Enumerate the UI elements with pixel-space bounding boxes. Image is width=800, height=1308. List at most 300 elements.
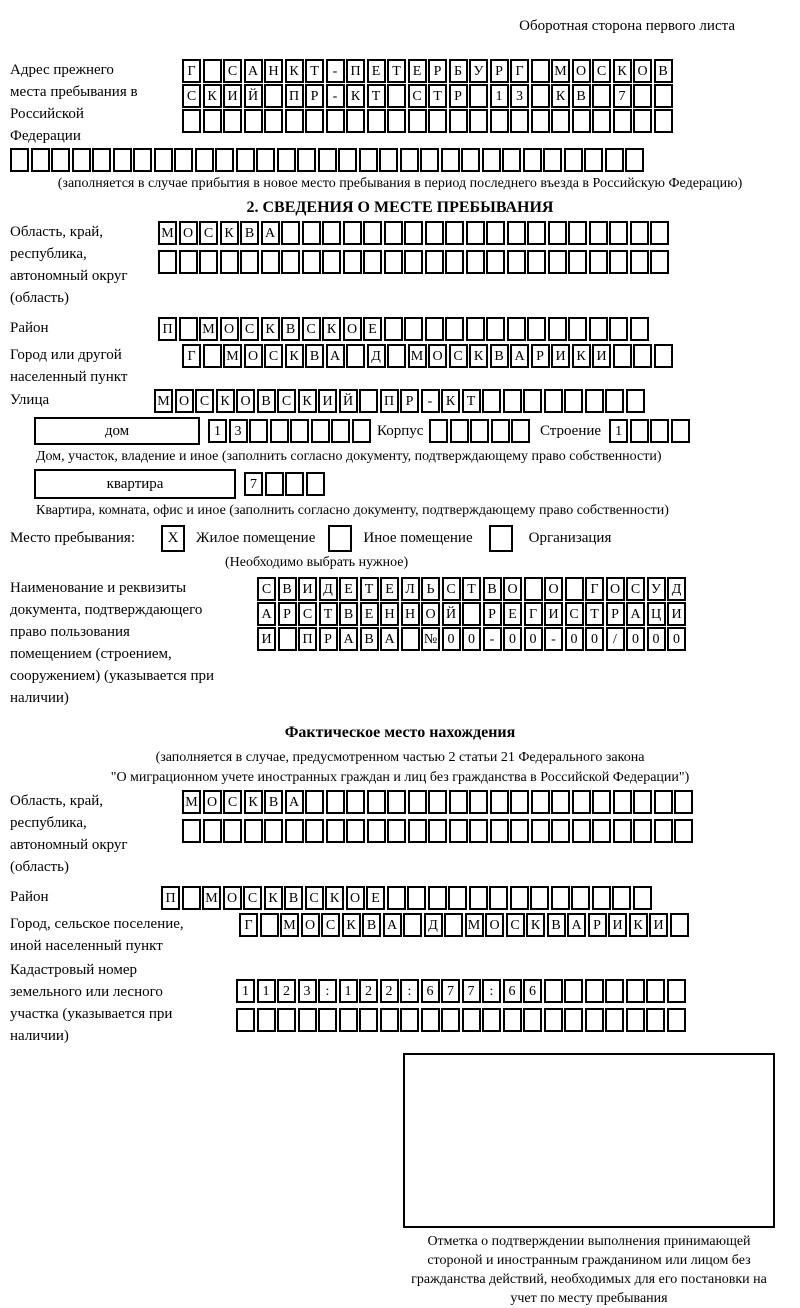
- kvartira-block: [10, 469, 800, 499]
- place-type-note: (Необходимо выбрать нужное): [225, 555, 409, 570]
- char-cell: [400, 148, 419, 172]
- char-cell: О: [203, 790, 222, 814]
- prev-address-block: [10, 59, 800, 147]
- dom-note: Дом, участок, владение и иное (заполнить согласно документу, подтверждающему право собственности): [36, 449, 662, 464]
- char-cell: Г: [585, 577, 604, 601]
- prev-address-row-3: [182, 109, 674, 133]
- char-cell: [584, 148, 603, 172]
- char-cell: О: [485, 913, 504, 937]
- char-cell: -: [544, 627, 563, 651]
- char-cell: К: [551, 84, 570, 108]
- char-cell: П: [380, 389, 399, 413]
- char-cell: [343, 250, 362, 274]
- char-cell: [257, 1008, 276, 1032]
- char-cell: 1: [208, 419, 227, 443]
- char-cell: [31, 148, 50, 172]
- char-cell: [490, 819, 509, 843]
- char-cell: [548, 221, 567, 245]
- char-cell: [503, 389, 522, 413]
- char-cell: [630, 221, 649, 245]
- char-cell: [486, 250, 505, 274]
- char-cell: [507, 250, 526, 274]
- dom-box: дом: [34, 417, 200, 445]
- char-cell: [220, 250, 239, 274]
- char-cell: [667, 1008, 686, 1032]
- char-cell: [425, 221, 444, 245]
- char-cell: [646, 979, 665, 1003]
- char-cell: И: [298, 577, 317, 601]
- char-cell: 1: [490, 84, 509, 108]
- char-cell: [240, 250, 259, 274]
- char-cell: А: [383, 913, 402, 937]
- char-cell: [338, 148, 357, 172]
- char-cell: [445, 250, 464, 274]
- char-cell: [609, 221, 628, 245]
- kvartira-box: квартира: [34, 469, 236, 499]
- kadastr-label: Кадастровый номер земельного или лесного участка (указывается при наличии): [10, 962, 173, 1044]
- char-cell: [425, 250, 444, 274]
- char-cell: [113, 148, 132, 172]
- char-cell: [92, 148, 111, 172]
- ulitsa-label: Улица: [10, 392, 50, 408]
- char-cell: [261, 250, 280, 274]
- char-cell: Д: [424, 913, 443, 937]
- char-cell: К: [346, 84, 365, 108]
- char-cell: [264, 84, 283, 108]
- char-cell: [277, 148, 296, 172]
- char-cell: [544, 979, 563, 1003]
- char-cell: [605, 1008, 624, 1032]
- section2-title: 2. СВЕДЕНИЯ О МЕСТЕ ПРЕБЫВАНИЯ: [246, 199, 554, 216]
- char-cell: Т: [585, 602, 604, 626]
- char-cell: А: [244, 59, 263, 83]
- doc-row-2: [257, 602, 688, 626]
- char-cell: [203, 109, 222, 133]
- char-cell: [359, 389, 378, 413]
- char-cell: [404, 317, 423, 341]
- kadastr-row-1: [236, 979, 687, 1003]
- char-cell: 1: [257, 979, 276, 1003]
- char-cell: [510, 886, 529, 910]
- char-cell: 0: [503, 627, 522, 651]
- char-cell: И: [608, 913, 627, 937]
- char-cell: [650, 250, 669, 274]
- char-cell: [359, 148, 378, 172]
- char-cell: [625, 148, 644, 172]
- char-cell: К: [264, 886, 283, 910]
- char-cell: [277, 1008, 296, 1032]
- char-cell: С: [305, 886, 324, 910]
- char-cell: М: [154, 389, 173, 413]
- char-cell: П: [161, 886, 180, 910]
- char-cell: [589, 250, 608, 274]
- char-cell: Е: [366, 886, 385, 910]
- char-cell: В: [339, 602, 358, 626]
- char-cell: [585, 979, 604, 1003]
- char-cell: Р: [449, 84, 468, 108]
- doc-block: [10, 577, 800, 709]
- char-cell: О: [346, 886, 365, 910]
- char-cell: [531, 84, 550, 108]
- char-cell: [491, 419, 510, 443]
- char-cell: С: [223, 790, 242, 814]
- char-cell: С: [449, 344, 468, 368]
- char-cell: К: [526, 913, 545, 937]
- char-cell: [482, 1008, 501, 1032]
- fact-oblast-block: [10, 790, 800, 878]
- char-cell: С: [240, 317, 259, 341]
- char-cell: [384, 317, 403, 341]
- char-cell: И: [592, 344, 611, 368]
- fact-title: Фактическое место нахождения: [284, 724, 516, 741]
- char-cell: [367, 790, 386, 814]
- char-cell: 7: [441, 979, 460, 1003]
- char-cell: Р: [319, 627, 338, 651]
- char-cell: [285, 819, 304, 843]
- ulitsa-block: [10, 389, 800, 414]
- char-cell: [264, 819, 283, 843]
- char-cell: 2: [380, 979, 399, 1003]
- rayon-label: Район: [10, 320, 49, 336]
- char-cell: [260, 913, 279, 937]
- char-cell: [568, 250, 587, 274]
- char-cell: [428, 819, 447, 843]
- char-cell: О: [236, 389, 255, 413]
- char-cell: Н: [264, 59, 283, 83]
- char-cell: [592, 790, 611, 814]
- char-cell: [564, 979, 583, 1003]
- char-cell: [524, 577, 543, 601]
- char-cell: [510, 790, 529, 814]
- char-cell: К: [629, 913, 648, 937]
- char-cell: В: [257, 389, 276, 413]
- char-cell: [548, 250, 567, 274]
- char-cell: [650, 419, 669, 443]
- prev-address-label: Адрес прежнего места пребывания в Российской Федерации: [10, 62, 138, 144]
- char-cell: О: [421, 602, 440, 626]
- char-cell: Т: [462, 577, 481, 601]
- char-cell: [466, 250, 485, 274]
- char-cell: [609, 250, 628, 274]
- char-cell: [527, 221, 546, 245]
- char-cell: [199, 250, 218, 274]
- char-cell: М: [202, 886, 221, 910]
- char-cell: 1: [236, 979, 255, 1003]
- gorod-row: [182, 344, 674, 368]
- char-cell: К: [342, 913, 361, 937]
- char-cell: [244, 819, 263, 843]
- char-cell: [530, 886, 549, 910]
- prev-address-row-2: [182, 84, 674, 108]
- char-cell: М: [551, 59, 570, 83]
- char-cell: [400, 1008, 419, 1032]
- char-cell: В: [284, 886, 303, 910]
- char-cell: [359, 1008, 378, 1032]
- char-cell: К: [285, 344, 304, 368]
- char-cell: К: [441, 389, 460, 413]
- char-cell: [428, 109, 447, 133]
- char-cell: [408, 109, 427, 133]
- char-cell: [174, 148, 193, 172]
- char-cell: Й: [442, 602, 461, 626]
- char-cell: [182, 109, 201, 133]
- char-cell: [318, 148, 337, 172]
- char-cell: [646, 1008, 665, 1032]
- char-cell: О: [428, 344, 447, 368]
- char-cell: [510, 819, 529, 843]
- char-cell: 7: [462, 979, 481, 1003]
- kadastr-cells: [236, 979, 687, 1033]
- char-cell: [470, 419, 489, 443]
- char-cell: [511, 419, 530, 443]
- char-cell: [531, 790, 550, 814]
- char-cell: О: [223, 886, 242, 910]
- char-cell: [544, 1008, 563, 1032]
- char-cell: [290, 419, 309, 443]
- char-cell: [654, 344, 673, 368]
- char-cell: [154, 148, 173, 172]
- kvartira-cells: [244, 472, 326, 496]
- char-cell: 6: [523, 979, 542, 1003]
- char-cell: [195, 148, 214, 172]
- char-cell: [548, 317, 567, 341]
- char-cell: [667, 979, 686, 1003]
- char-cell: [633, 344, 652, 368]
- char-cell: К: [572, 344, 591, 368]
- char-cell: [306, 472, 325, 496]
- doc-cells: [257, 577, 688, 652]
- char-cell: [387, 790, 406, 814]
- char-cell: В: [264, 790, 283, 814]
- char-cell: [565, 577, 584, 601]
- char-cell: У: [469, 59, 488, 83]
- char-cell: С: [277, 389, 296, 413]
- char-cell: [449, 819, 468, 843]
- char-cell: [630, 250, 649, 274]
- char-cell: [404, 221, 423, 245]
- char-cell: -: [421, 389, 440, 413]
- char-cell: К: [220, 221, 239, 245]
- char-cell: И: [551, 344, 570, 368]
- char-cell: №: [421, 627, 440, 651]
- char-cell: У: [647, 577, 666, 601]
- char-cell: [444, 913, 463, 937]
- char-cell: [671, 419, 690, 443]
- char-cell: [605, 389, 624, 413]
- char-cell: [551, 790, 570, 814]
- char-cell: [564, 148, 583, 172]
- place-type-label: Место пребывания:: [10, 530, 135, 546]
- char-cell: 0: [647, 627, 666, 651]
- char-cell: [265, 472, 284, 496]
- char-cell: [510, 109, 529, 133]
- char-cell: 3: [510, 84, 529, 108]
- char-cell: 0: [626, 627, 645, 651]
- fact-oblast-row-2: [182, 819, 695, 843]
- char-cell: К: [285, 59, 304, 83]
- char-cell: [527, 250, 546, 274]
- oblast-block: [10, 221, 800, 309]
- char-cell: В: [360, 627, 379, 651]
- char-cell: [568, 317, 587, 341]
- char-cell: И: [318, 389, 337, 413]
- char-cell: О: [220, 317, 239, 341]
- char-cell: [507, 317, 526, 341]
- char-cell: [613, 790, 632, 814]
- char-cell: [568, 221, 587, 245]
- char-cell: А: [326, 344, 345, 368]
- char-cell: 7: [613, 84, 632, 108]
- char-cell: 2: [277, 979, 296, 1003]
- char-cell: [408, 819, 427, 843]
- char-cell: Й: [339, 389, 358, 413]
- char-cell: О: [544, 577, 563, 601]
- char-cell: [585, 389, 604, 413]
- char-cell: А: [261, 221, 280, 245]
- char-cell: [236, 148, 255, 172]
- char-cell: Ь: [421, 577, 440, 601]
- char-cell: [249, 419, 268, 443]
- char-cell: [133, 148, 152, 172]
- char-cell: [469, 84, 488, 108]
- char-cell: [462, 602, 481, 626]
- checkbox-inoe: [328, 525, 352, 552]
- char-cell: К: [216, 389, 235, 413]
- char-cell: О: [572, 59, 591, 83]
- char-cell: А: [285, 790, 304, 814]
- char-cell: С: [264, 344, 283, 368]
- char-cell: А: [567, 913, 586, 937]
- char-cell: С: [199, 221, 218, 245]
- char-cell: В: [547, 913, 566, 937]
- char-cell: [403, 913, 422, 937]
- char-cell: С: [223, 59, 242, 83]
- char-cell: :: [318, 979, 337, 1003]
- char-cell: [331, 419, 350, 443]
- char-cell: [461, 148, 480, 172]
- fact-oblast-label: Область, край, республика, автономный округ (область): [10, 793, 128, 875]
- char-cell: [469, 109, 488, 133]
- char-cell: [285, 472, 304, 496]
- char-cell: [564, 1008, 583, 1032]
- char-cell: [302, 250, 321, 274]
- char-cell: [404, 250, 423, 274]
- char-cell: [326, 790, 345, 814]
- char-cell: [408, 790, 427, 814]
- char-cell: И: [223, 84, 242, 108]
- char-cell: [322, 250, 341, 274]
- char-cell: М: [465, 913, 484, 937]
- char-cell: Й: [244, 84, 263, 108]
- char-cell: [297, 148, 316, 172]
- char-cell: [449, 790, 468, 814]
- char-cell: [363, 250, 382, 274]
- char-cell: К: [244, 790, 263, 814]
- char-cell: [592, 886, 611, 910]
- char-cell: К: [298, 389, 317, 413]
- char-cell: В: [362, 913, 381, 937]
- confirmation-stamp-box: [403, 1053, 775, 1228]
- char-cell: [318, 1008, 337, 1032]
- char-cell: [630, 419, 649, 443]
- rayon-block: [10, 317, 800, 342]
- fact-gorod-block: [10, 913, 800, 957]
- char-cell: Е: [367, 59, 386, 83]
- char-cell: М: [408, 344, 427, 368]
- korpus-label: Корпус: [377, 423, 424, 439]
- doc-label: Наименование и реквизиты документа, подтверждающего право пользования помещением (строением, сооружением) (указывается при наличии): [10, 580, 215, 706]
- char-cell: [223, 819, 242, 843]
- char-cell: [527, 317, 546, 341]
- char-cell: [387, 84, 406, 108]
- char-cell: [72, 148, 91, 172]
- char-cell: [236, 1008, 255, 1032]
- corner-note: Оборотная сторона первого листа: [519, 18, 735, 34]
- char-cell: 0: [565, 627, 584, 651]
- char-cell: [445, 317, 464, 341]
- prev-address-cells: [182, 59, 674, 134]
- char-cell: С: [442, 577, 461, 601]
- char-cell: [482, 148, 501, 172]
- dom-block: [10, 417, 800, 445]
- char-cell: [466, 221, 485, 245]
- char-cell: [633, 84, 652, 108]
- checkbox-zhiloe: X: [161, 525, 185, 552]
- char-cell: М: [158, 221, 177, 245]
- char-cell: Е: [380, 577, 399, 601]
- char-cell: [346, 109, 365, 133]
- char-cell: Н: [401, 602, 420, 626]
- char-cell: [367, 109, 386, 133]
- char-cell: [626, 1008, 645, 1032]
- fact-rayon-label: Район: [10, 889, 49, 905]
- char-cell: [633, 886, 652, 910]
- char-cell: П: [298, 627, 317, 651]
- char-cell: А: [339, 627, 358, 651]
- char-cell: [564, 389, 583, 413]
- char-cell: [469, 886, 488, 910]
- char-cell: 6: [421, 979, 440, 1003]
- char-cell: -: [326, 59, 345, 83]
- fact-note-2: "О миграционном учете иностранных граждан и лиц без гражданства в Российской Федерации"): [110, 770, 690, 785]
- char-cell: [203, 59, 222, 83]
- char-cell: С: [321, 913, 340, 937]
- korpus-cells: [429, 419, 532, 443]
- char-cell: К: [261, 317, 280, 341]
- char-cell: [326, 819, 345, 843]
- fact-oblast-cells: [182, 790, 695, 844]
- char-cell: Е: [360, 602, 379, 626]
- char-cell: [543, 148, 562, 172]
- char-cell: Р: [606, 602, 625, 626]
- char-cell: Р: [531, 344, 550, 368]
- char-cell: [363, 221, 382, 245]
- char-cell: Т: [428, 84, 447, 108]
- char-cell: [322, 221, 341, 245]
- char-cell: [441, 148, 460, 172]
- char-cell: М: [280, 913, 299, 937]
- char-cell: 1: [339, 979, 358, 1003]
- char-cell: 0: [524, 627, 543, 651]
- char-cell: [469, 790, 488, 814]
- char-cell: [429, 419, 448, 443]
- char-cell: М: [182, 790, 201, 814]
- char-cell: Р: [483, 602, 502, 626]
- char-cell: [469, 819, 488, 843]
- char-cell: Г: [510, 59, 529, 83]
- kvartira-note: Квартира, комната, офис и иное (заполнить согласно документу, подтверждающему право собственности): [36, 503, 669, 518]
- char-cell: [203, 819, 222, 843]
